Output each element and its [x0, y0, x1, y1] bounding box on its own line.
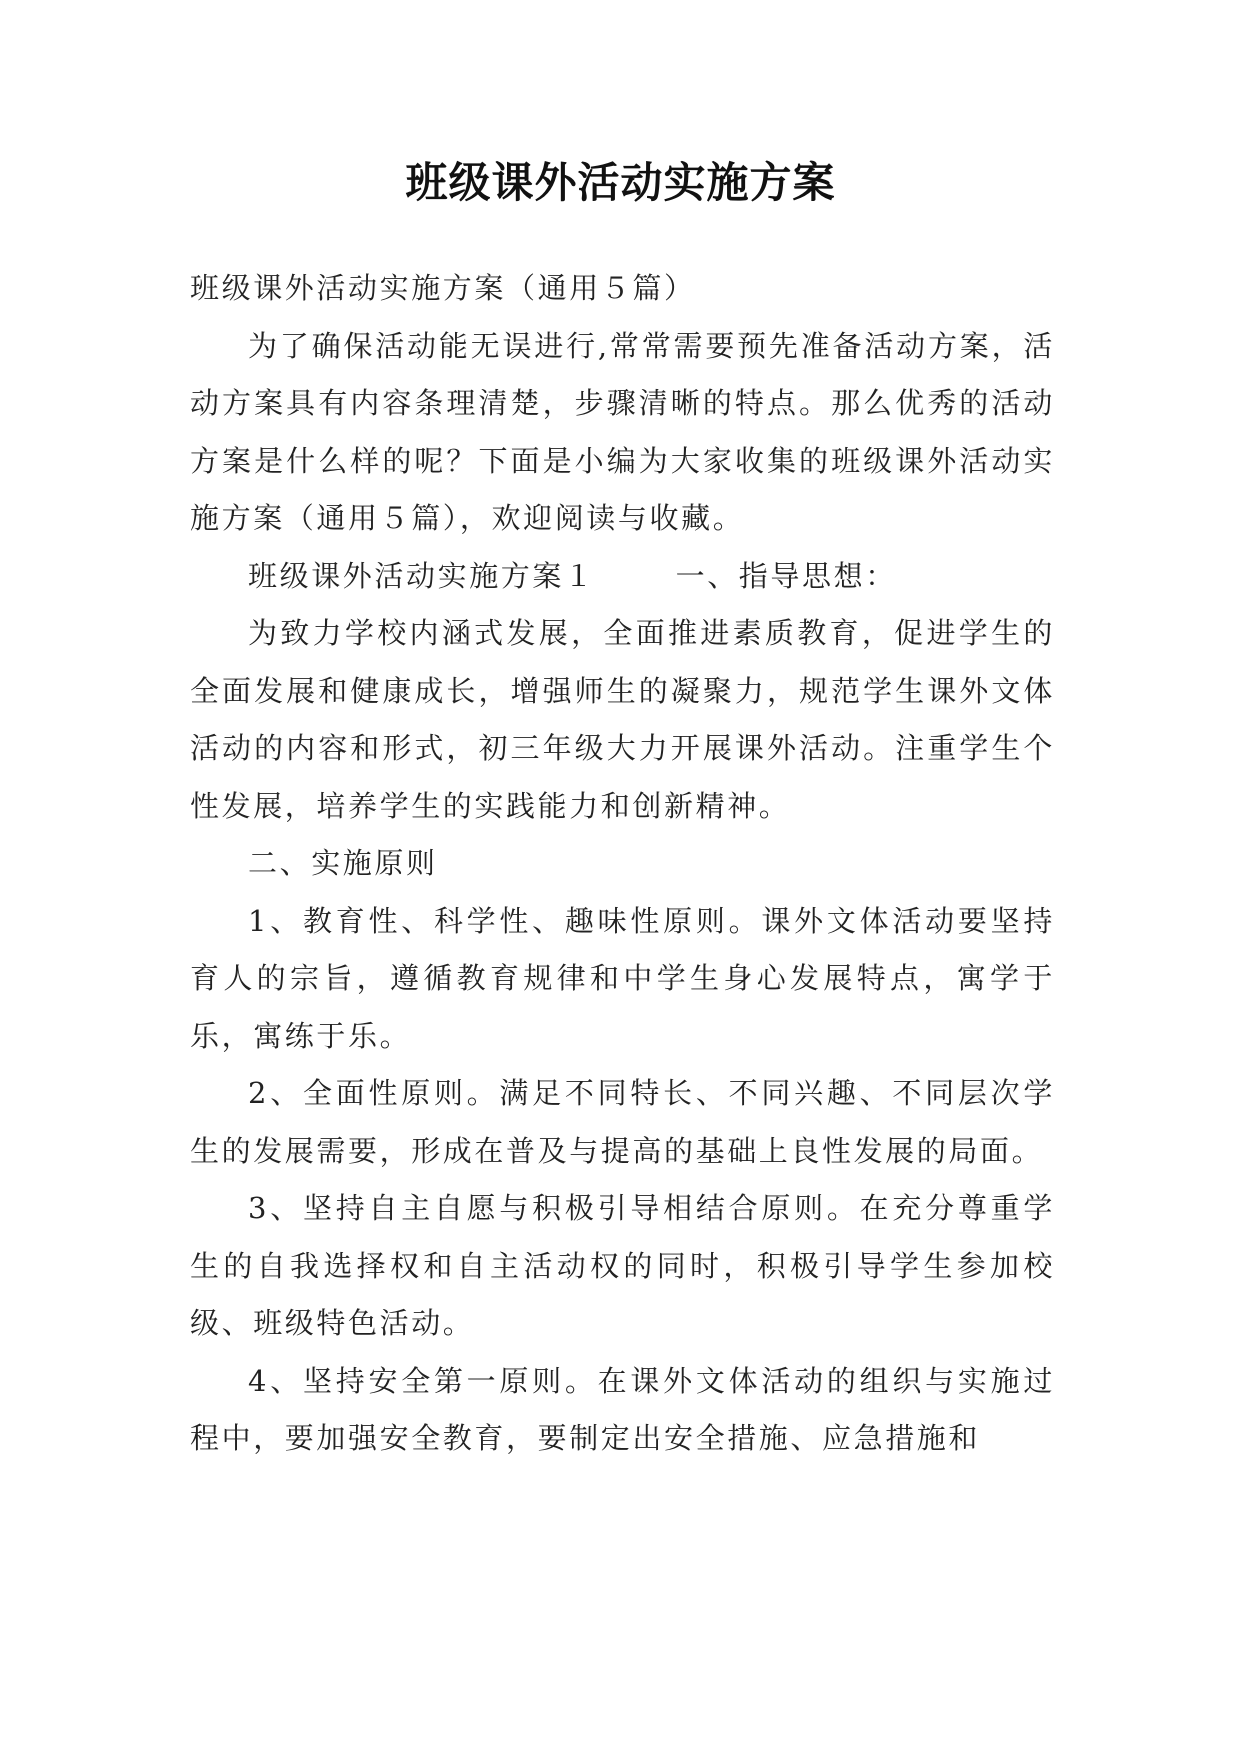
principle-2-paragraph: 2、全面性原则。满足不同特长、不同兴趣、不同层次学生的发展需要，形成在普及与提高的基础上良性发展的局面。 — [190, 1076, 1055, 1168]
document-body — [190, 260, 1055, 1468]
intro-paragraph: 为了确保活动能无误进行,常常需要预先准备活动方案，活动方案具有内容条理清楚，步骤清晰的特点。那么优秀的活动方案是什么样的呢？下面是小编为大家收集的班级课外活动实施方案（通用５篇），欢迎阅读与收藏。 — [190, 328, 1055, 535]
principles-heading: 二、实施原则 — [248, 846, 438, 880]
guiding-ideology-paragraph: 为致力学校内涵式发展，全面推进素质教育，促进学生的全面发展和健康成长，增强师生的凝聚力，规范学生课外文体活动的内容和形式，初三年级大力开展课外活动。注重学生个性发展，培养学生的实践能力和创新精神。 — [190, 616, 1055, 823]
document-subtitle: 班级课外活动实施方案（通用５篇） — [190, 271, 696, 305]
section-1-heading: 班级课外活动实施方案１ — [248, 558, 596, 593]
principle-3-paragraph: 3、坚持自主自愿与积极引导相结合原则。在充分尊重学生的自我选择权和自主活动权的同时，积极引导学生参加校级、班级特色活动。 — [190, 1191, 1055, 1340]
principle-1-paragraph: 1、教育性、科学性、趣味性原则。课外文体活动要坚持育人的宗旨，遵循教育规律和中学生身心发展特点，寓学于乐，寓练于乐。 — [190, 903, 1055, 1053]
guiding-ideology-heading: 一、指导思想： — [675, 558, 897, 593]
section-heading-line — [190, 548, 1055, 606]
document-title: 班级课外活动实施方案 — [405, 158, 836, 207]
principle-4-paragraph: 4、坚持安全第一原则。在课外文体活动的组织与实施过程中，要加强安全教育，要制定出安全措施、应急措施和 — [190, 1363, 1055, 1455]
